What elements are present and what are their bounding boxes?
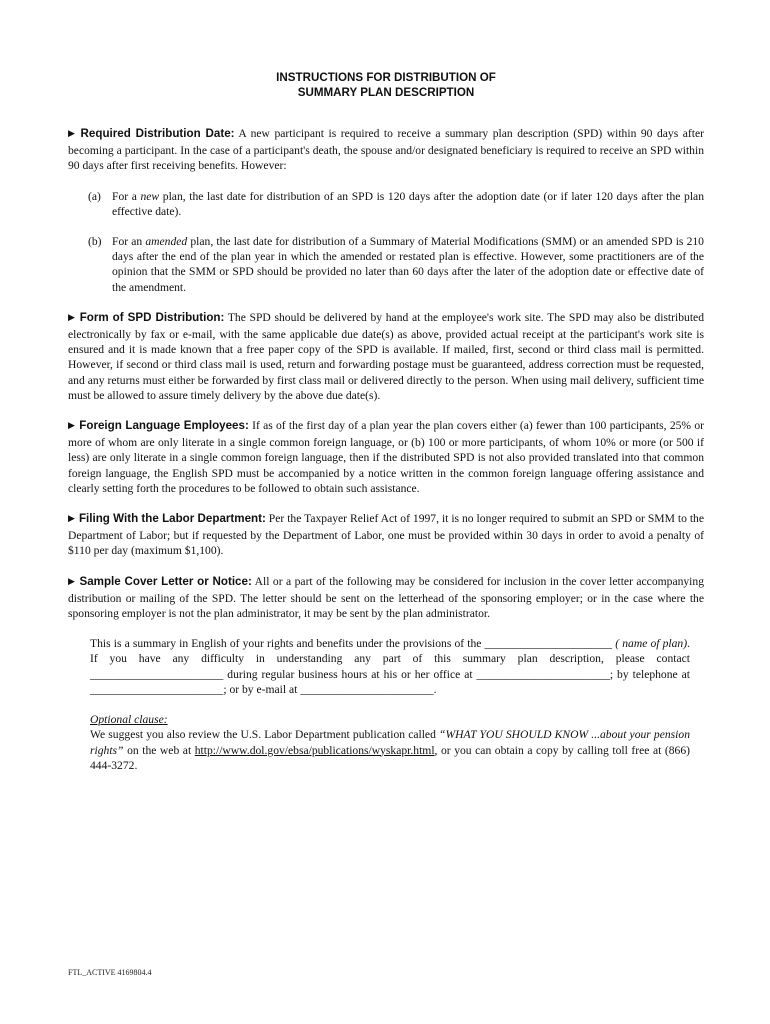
sample-letter-paragraph xyxy=(90,636,690,697)
sub-item-label: (b) xyxy=(88,235,102,249)
triangle-bullet-icon: ▶ xyxy=(68,576,76,587)
section-heading: Foreign Language Employees: xyxy=(79,419,249,433)
section-heading: Form of SPD Distribution: xyxy=(79,310,225,324)
title-line-1: INSTRUCTIONS FOR DISTRIBUTION OF xyxy=(276,71,496,84)
sub-item-text xyxy=(112,189,704,219)
sub-item-b xyxy=(88,234,704,295)
optional-clause-text xyxy=(90,727,690,773)
document-footer-id: FTL_ACTIVE 4169804.4 xyxy=(68,968,152,977)
optional-clause xyxy=(90,712,690,773)
section-text: All or a part of the following may be considered for inclusion in the cover letter accompanying distribution or mailing of the SPD. The letter should be sent on the letterhead of the sponsoring employer; or in the case where the sponsoring employer is not the plan administrator, it may be sent by the plan administrator. xyxy=(68,574,704,621)
sub-item-a xyxy=(88,189,704,219)
document-title xyxy=(68,70,704,100)
section-required-distribution-date xyxy=(68,126,704,174)
emphasis: ( name of plan) xyxy=(615,637,688,651)
dol-publication-link[interactable]: http://www.dol.gov/ebsa/publications/wyskapr.html xyxy=(194,743,435,757)
triangle-bullet-icon: ▶ xyxy=(68,421,76,432)
section-heading: Required Distribution Date: xyxy=(80,127,235,140)
title-line-2: SUMMARY PLAN DESCRIPTION xyxy=(297,86,475,99)
sub-item-label: (a) xyxy=(88,189,101,203)
text-run: , or you can obtain a copy by calling toll free at (866) 444-3272. xyxy=(90,743,690,772)
section-sample-cover-letter xyxy=(68,574,704,622)
section-text: A new participant is required to receive a summary plan description (SPD) within 90 days after becoming a participant. In the case of a participant's death, the spouse and/or designated beneficiary is required to receive an SPD within 90 days after first receiving benefits. However: xyxy=(68,127,704,173)
sub-item-text xyxy=(112,234,704,295)
section-foreign-language-employees xyxy=(68,418,704,496)
emphasis: “WHAT YOU SHOULD KNOW ...about your pension rights” xyxy=(90,728,690,757)
section-heading: Filing With the Labor Department: xyxy=(78,512,266,526)
text-run: For an xyxy=(112,235,146,249)
text-run: . If you have any difficulty in understanding any part of this summary plan description, please contact _______________________ during regular business hours at his or her office at _______________________; by telephone at _______________________; or by e-mail at _______________________. xyxy=(90,637,690,696)
text-run: This is a summary in English of your rights and benefits under the provisions of the ______________________ xyxy=(90,637,616,651)
section-heading: Sample Cover Letter or Notice: xyxy=(79,574,252,588)
section-text: Per the Taxpayer Relief Act of 1997, it is no longer required to submit an SPD or SMM to the Department of Labor; but if requested by the Department of Labor, one must be provided within 30 days in order to avoid a penalty of $110 per day (maximum $1,100). xyxy=(68,512,704,558)
triangle-bullet-icon: ▶ xyxy=(68,514,75,525)
triangle-bullet-icon: ▶ xyxy=(68,312,76,323)
triangle-bullet-icon: ▶ xyxy=(68,129,77,139)
section-filing-with-labor-department xyxy=(68,511,704,559)
emphasis: amended xyxy=(145,235,188,249)
emphasis: new xyxy=(140,189,160,203)
text-run: plan, the last date for distribution of an SPD is 120 days after the adoption date (or if later 120 days after the plan effective date). xyxy=(112,189,704,218)
optional-clause-label: Optional clause: xyxy=(90,713,168,727)
section-text: The SPD should be delivered by hand at the employee's work site. The SPD may also be distributed electronically by fax or e-mail, with the same applicable due date(s) as above, provided actual receipt at the participant's work site is ensured and it is made known that a free paper copy of the SPD is available. If mailed, first, second or third class mail is permitted. However, if second or third class mail is used, return and forwarding postage must be guaranteed, address correction must be requested, and any returns must either be forwarded by first class mail or delivered directly to the person. When using mail delivery, sufficient time must be allowed to assure timely delivery by the above due date(s). xyxy=(68,310,704,402)
text-run: on the web at xyxy=(123,743,195,757)
text-run: plan, the last date for distribution of a Summary of Material Modifications (SMM) or an amended SPD is 210 days after the end of the plan year in which the amended or restated plan is effective. However, some practitioners are of the opinion that the SMM or SPD should be provided no later than 60 days after the later of the adoption date or effective date of the amendment. xyxy=(112,235,704,294)
text-run: For a xyxy=(112,189,141,203)
section-text: If as of the first day of a plan year the plan covers either (a) fewer than 100 participants, 25% or more of whom are only literate in a single common foreign language, or (b) 100 or more participants, of whom 10% or more (or 500 if less) are only literate in a single common foreign language, then if the distributed SPD is not also provided translated into that common foreign language, the English SPD must be accompanied by a notice written in the common foreign language offering assistance and clearly setting forth the procedures to be followed to obtain such assistance. xyxy=(68,419,704,495)
section-form-of-distribution xyxy=(68,310,704,403)
text-run: We suggest you also review the U.S. Labor Department publication called xyxy=(90,728,439,742)
